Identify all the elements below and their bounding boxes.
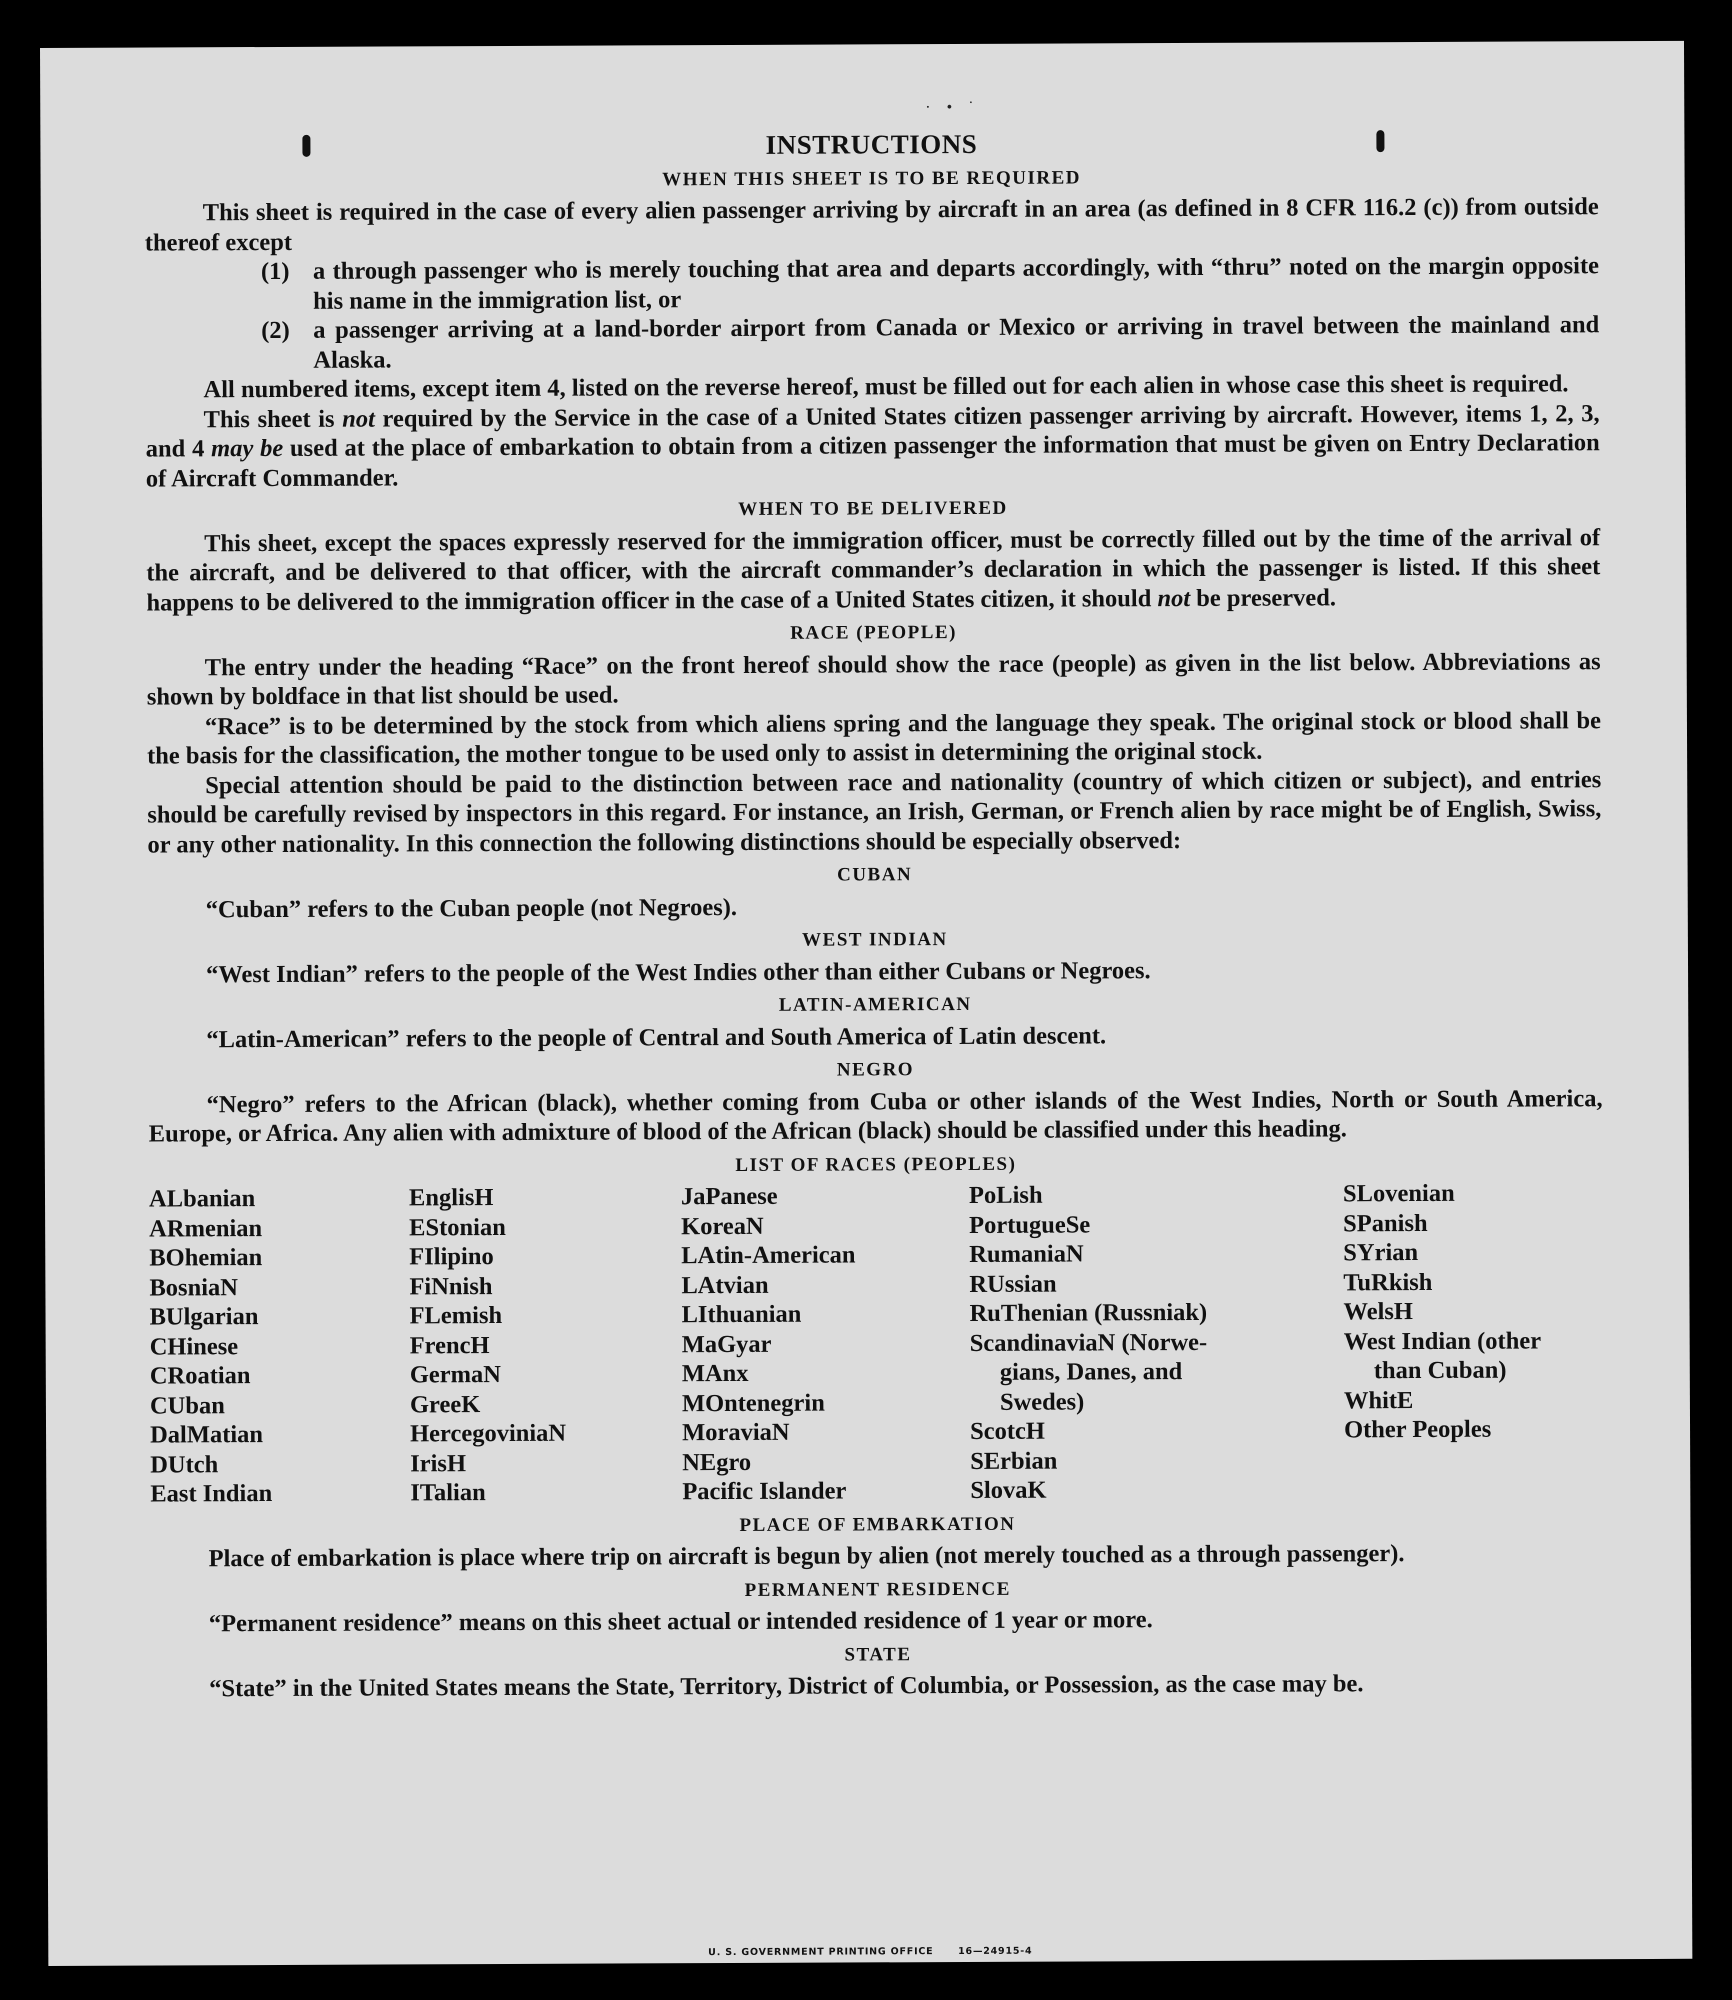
instructions-content <box>144 127 1605 1704</box>
race-entry: East Indian <box>150 1480 273 1508</box>
embarkation-text: Place of embarkation is place where trip on aircraft is begun by alien (not merely touched as a through passenger). <box>208 1540 1405 1573</box>
section-heading-negro: NEGRO <box>836 1059 915 1081</box>
page-title: INSTRUCTIONS <box>765 128 978 160</box>
race-entry: LAtvian <box>681 1271 769 1299</box>
race-entry: GermaN <box>409 1361 502 1389</box>
race-entry: SPanish <box>1343 1209 1428 1237</box>
race-para-1: The entry under the heading “Race” on the front hereof should show the race (people) as given in the list below. Abbreviations as shown by boldface in that list should be used. <box>146 647 1601 711</box>
emphasis-not: not <box>1157 584 1191 612</box>
races-column <box>1343 1178 1604 1504</box>
race-entry: NEgro <box>682 1448 752 1476</box>
race-entry: KoreaN <box>681 1212 764 1240</box>
race-entry: Pacific Islander <box>682 1477 847 1506</box>
section-heading-residence: PERMANENT RESIDENCE <box>744 1578 1011 1601</box>
race-entry: BosniaN <box>149 1273 238 1302</box>
race-entry: Swedes) <box>999 1387 1085 1416</box>
section-heading-cuban: CUBAN <box>837 864 913 886</box>
document-page <box>40 41 1692 1966</box>
race-entry: FiNnish <box>409 1272 493 1300</box>
text-run: be preserved. <box>1190 583 1337 612</box>
printer-name: U. S. GOVERNMENT PRINTING OFFICE <box>708 1946 934 1959</box>
section-heading-state: STATE <box>844 1643 912 1666</box>
race-entry: MoraviaN <box>681 1418 790 1447</box>
required-intro: This sheet is required in the case of every alien passenger arriving by aircraft in an area (as defined in 8 CFR 116.2 (c)) from outside thereof except <box>144 193 1599 257</box>
race-entry: BOhemian <box>149 1244 263 1272</box>
race-entry: FIlipino <box>409 1243 494 1271</box>
race-entry: MOntenegrin <box>681 1389 825 1417</box>
race-entry: ITalian <box>410 1479 486 1507</box>
state-text: “State” in the United States means the State, Territory, District of Columbia, or Possession, as the case may be. <box>209 1670 1364 1703</box>
text-run: This sheet, except the spaces expressly reserved for the immigration officer, must be correctly filled out by the time of the arrival of the aircraft, and be delivered to that officer, with the aircraft commander’s declaration in which the passenger is listed. If this sheet happens to be delivered to the immigration officer in the case of a United States citizen, it should <box>146 523 1601 617</box>
emphasis-may-be: may be <box>211 434 284 463</box>
race-entry: MAnx <box>681 1359 749 1388</box>
race-entry: RUssian <box>969 1270 1057 1298</box>
races-column <box>969 1179 1344 1505</box>
section-heading-list: LIST OF RACES (PEOPLES) <box>735 1153 1017 1176</box>
races-column <box>681 1181 970 1507</box>
race-entry: HercegoviniaN <box>409 1419 567 1448</box>
races-column <box>409 1182 682 1508</box>
race-entry: MaGyar <box>681 1330 772 1358</box>
section-heading-west-indian: WEST INDIAN <box>802 929 948 951</box>
race-entry: PoLish <box>968 1181 1043 1209</box>
printer-imprint <box>48 1943 1692 1961</box>
west-indian-text: “West Indian” refers to the people of the West Indies other than either Cubans or Negroes. <box>205 956 1151 988</box>
race-entry: GreeK <box>409 1390 481 1418</box>
race-entry: than Cuban) <box>1373 1356 1507 1385</box>
exception-text: a through passenger who is merely touching that area and departs accordingly, with “thru” noted on the margin opposite his name in the immigration list, or <box>312 252 1600 315</box>
emphasis-not: not <box>342 405 375 433</box>
race-entry: IrisH <box>410 1449 467 1477</box>
required-para-3 <box>146 399 1600 494</box>
race-entry: WhitE <box>1343 1386 1414 1414</box>
races-column <box>149 1183 410 1509</box>
exception-item <box>261 310 1599 375</box>
latin-american-text: “Latin-American” refers to the people of Central and South America of Latin descent. <box>206 1021 1107 1053</box>
race-entry: BUlgarian <box>149 1303 259 1331</box>
race-entry: SErbian <box>970 1447 1058 1475</box>
exception-text: a passenger arriving at a land-border airport from Canada or Mexico or arriving in travel between the mainland and Alaska. <box>313 311 1600 374</box>
race-entry: PortugueSe <box>969 1210 1091 1239</box>
delivered-text <box>146 523 1600 618</box>
race-entry: RumaniaN <box>969 1240 1084 1268</box>
race-entry: ScotcH <box>969 1417 1045 1445</box>
race-entry: ARmenian <box>149 1214 263 1243</box>
section-heading-embarkation: PLACE OF EMBARKATION <box>739 1513 1016 1536</box>
section-heading-latin-american: LATIN-AMERICAN <box>778 993 972 1016</box>
race-entry: LIthuanian <box>681 1300 802 1329</box>
race-entry: WelsH <box>1343 1298 1414 1326</box>
race-entry: FrencH <box>409 1331 490 1359</box>
residence-text: “Permanent residence” means on this sheet actual or intended residence of 1 year or more. <box>208 1606 1153 1638</box>
race-entry: gians, Danes, and <box>999 1358 1183 1386</box>
required-para-2: All numbered items, except item 4, listed on the reverse hereof, must be filled out for each alien in whose case this sheet is required. <box>203 370 1569 404</box>
exception-number: (1) <box>260 257 290 286</box>
race-entry: CHinese <box>149 1332 239 1361</box>
negro-text: “Negro” refers to the African (black), whether coming from Cuba or other islands of the West Indies, North or South America, Europe, or Africa. Any alien with admixture of blood of the African (black) should be classified under this heading. <box>148 1084 1603 1148</box>
exception-item <box>261 251 1599 316</box>
race-entry: SYrian <box>1343 1238 1419 1267</box>
race-entry: SLovenian <box>1342 1179 1455 1208</box>
section-heading-required: WHEN THIS SHEET IS TO BE REQUIRED <box>662 166 1081 190</box>
scan-specks: · • ˙ <box>925 98 980 117</box>
race-entry: DalMatian <box>149 1421 264 1449</box>
race-entry: EnglisH <box>408 1184 494 1212</box>
text-run: This sheet is <box>203 405 343 433</box>
race-entry: CRoatian <box>149 1362 251 1390</box>
section-heading-delivered: WHEN TO BE DELIVERED <box>738 497 1008 520</box>
race-entry: SlovaK <box>970 1476 1047 1504</box>
race-entry: EStonian <box>409 1213 506 1241</box>
form-code: 16—24915-4 <box>958 1945 1033 1958</box>
race-entry: Other Peoples <box>1343 1415 1492 1444</box>
race-entry: TuRkish <box>1343 1268 1433 1296</box>
race-entry: DUtch <box>150 1450 219 1479</box>
race-entry: ALbanian <box>148 1185 256 1213</box>
race-entry: ScandinaviaN (Norwe- <box>969 1328 1208 1357</box>
text-run: used at the place of embarkation to obtain from a citizen passenger the information that must be given on Entry Declaration of Aircraft Commander. <box>145 429 1600 493</box>
race-para-3: Special attention should be paid to the distinction between race and nationality (country of which citizen or subject), and entries should be carefully revised by inspectors in this regard. For instance, an Irish, German, or French alien by race might be of English, Swiss, or any other nationality. In this connection the following distinctions should be especially observed: <box>147 765 1602 859</box>
race-entry: JaPanese <box>680 1182 778 1211</box>
race-entry: CUban <box>149 1391 225 1420</box>
text-run: required by the Service in the case of a United States citizen passenger arriving by aircraft. However, items 1, 2, 3, and 4 <box>145 399 1600 463</box>
cuban-text: “Cuban” refers to the Cuban people (not Negroes). <box>205 893 738 923</box>
races-list <box>149 1178 1604 1509</box>
section-heading-race: RACE (PEOPLE) <box>790 622 957 644</box>
race-entry: RuThenian (Russniak) <box>969 1298 1208 1327</box>
race-entry: FLemish <box>409 1301 503 1330</box>
race-para-2: “Race” is to be determined by the stock from which aliens spring and the language they speak. The original stock or blood shall be the basis for the classification, the mother tongue to be used only to assist in determining the original stock. <box>147 706 1602 770</box>
race-entry: West Indian (other <box>1343 1326 1542 1355</box>
race-entry: LAtin-American <box>681 1241 856 1270</box>
exception-number: (2) <box>261 316 290 345</box>
